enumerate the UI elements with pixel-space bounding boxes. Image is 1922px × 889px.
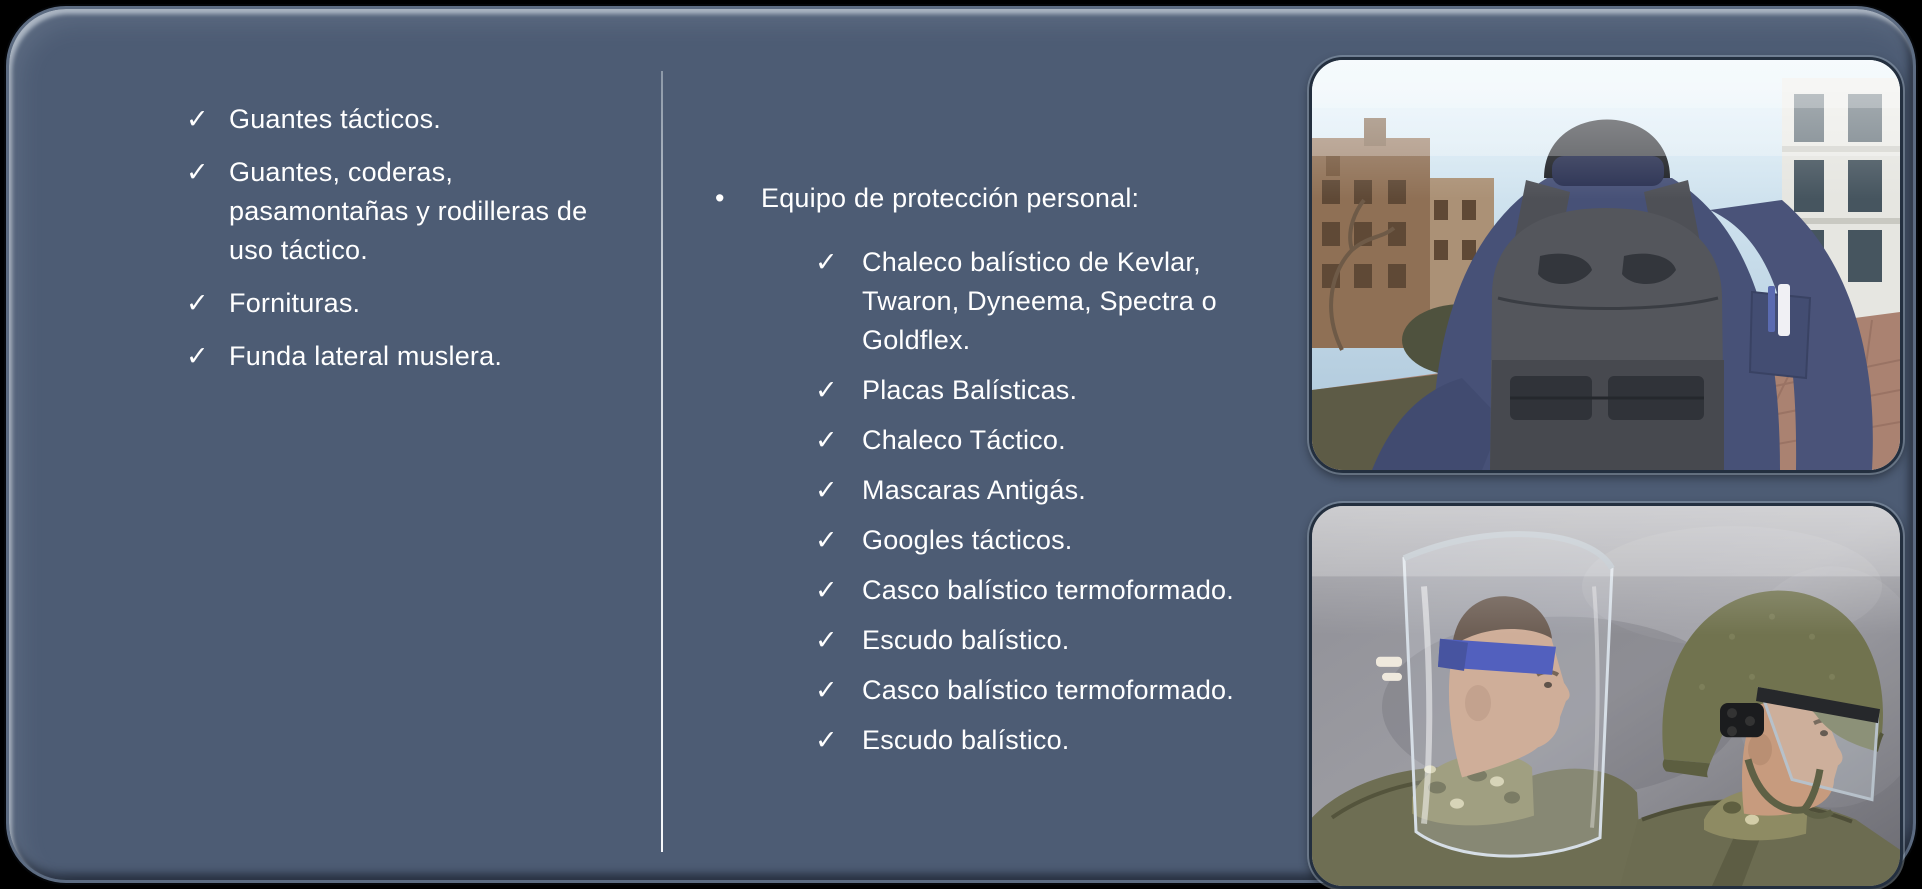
list-item [815, 371, 1245, 410]
list-item [186, 153, 612, 270]
list-item-text: Funda lateral muslera. [229, 341, 503, 371]
list-item [815, 243, 1245, 360]
equipment-checklist [815, 243, 1245, 771]
list-item [186, 337, 612, 376]
list-item [815, 571, 1245, 610]
list-item [815, 621, 1245, 660]
check-icon: ✓ [815, 625, 838, 655]
left-checklist [186, 100, 612, 390]
check-icon: ✓ [815, 247, 838, 277]
list-item-text: Mascaras Antigás. [862, 475, 1087, 505]
list-item-text: Casco balístico termoformado. [862, 675, 1234, 705]
column-divider [661, 71, 663, 852]
list-item [186, 284, 612, 323]
ballistic-vest-photo [1309, 57, 1903, 473]
slide-panel [6, 6, 1916, 883]
list-item [815, 471, 1245, 510]
list-item-text: Placas Balísticas. [862, 375, 1078, 405]
list-item-text: Casco balístico termoformado. [862, 575, 1234, 605]
list-item-text: Chaleco balístico de Kevlar, Twaron, Dyneema, Spectra o Goldflex. [862, 247, 1217, 355]
check-icon: ✓ [815, 725, 838, 755]
equipment-header [715, 179, 1139, 218]
list-item-text: Escudo balístico. [862, 725, 1070, 755]
list-item-text: Googles tácticos. [862, 525, 1073, 555]
list-item-text: Chaleco Táctico. [862, 425, 1066, 455]
check-icon: ✓ [815, 425, 838, 455]
check-icon: ✓ [186, 157, 209, 187]
check-icon: ✓ [186, 104, 209, 134]
list-item-text: Guantes tácticos. [229, 104, 442, 134]
list-item [186, 100, 612, 139]
list-item-text: Guantes, coderas, pasamontañas y rodilleras de uso táctico. [229, 157, 588, 265]
check-icon: ✓ [815, 575, 838, 605]
list-item [815, 521, 1245, 560]
ballistic-vest-illustration [1312, 60, 1900, 470]
list-item-text: Escudo balístico. [862, 625, 1070, 655]
check-icon: ✓ [815, 475, 838, 505]
check-icon: ✓ [186, 288, 209, 318]
list-item [815, 671, 1245, 710]
bullet-icon: • [715, 183, 725, 213]
equipment-header-label: Equipo de protección personal: [761, 183, 1140, 213]
check-icon: ✓ [815, 375, 838, 405]
helmets-photo [1309, 503, 1903, 889]
list-item [815, 721, 1245, 760]
check-icon: ✓ [815, 525, 838, 555]
list-item [815, 421, 1245, 460]
check-icon: ✓ [186, 341, 209, 371]
list-item-text: Fornituras. [229, 288, 361, 318]
helmets-illustration [1312, 506, 1900, 886]
check-icon: ✓ [815, 675, 838, 705]
